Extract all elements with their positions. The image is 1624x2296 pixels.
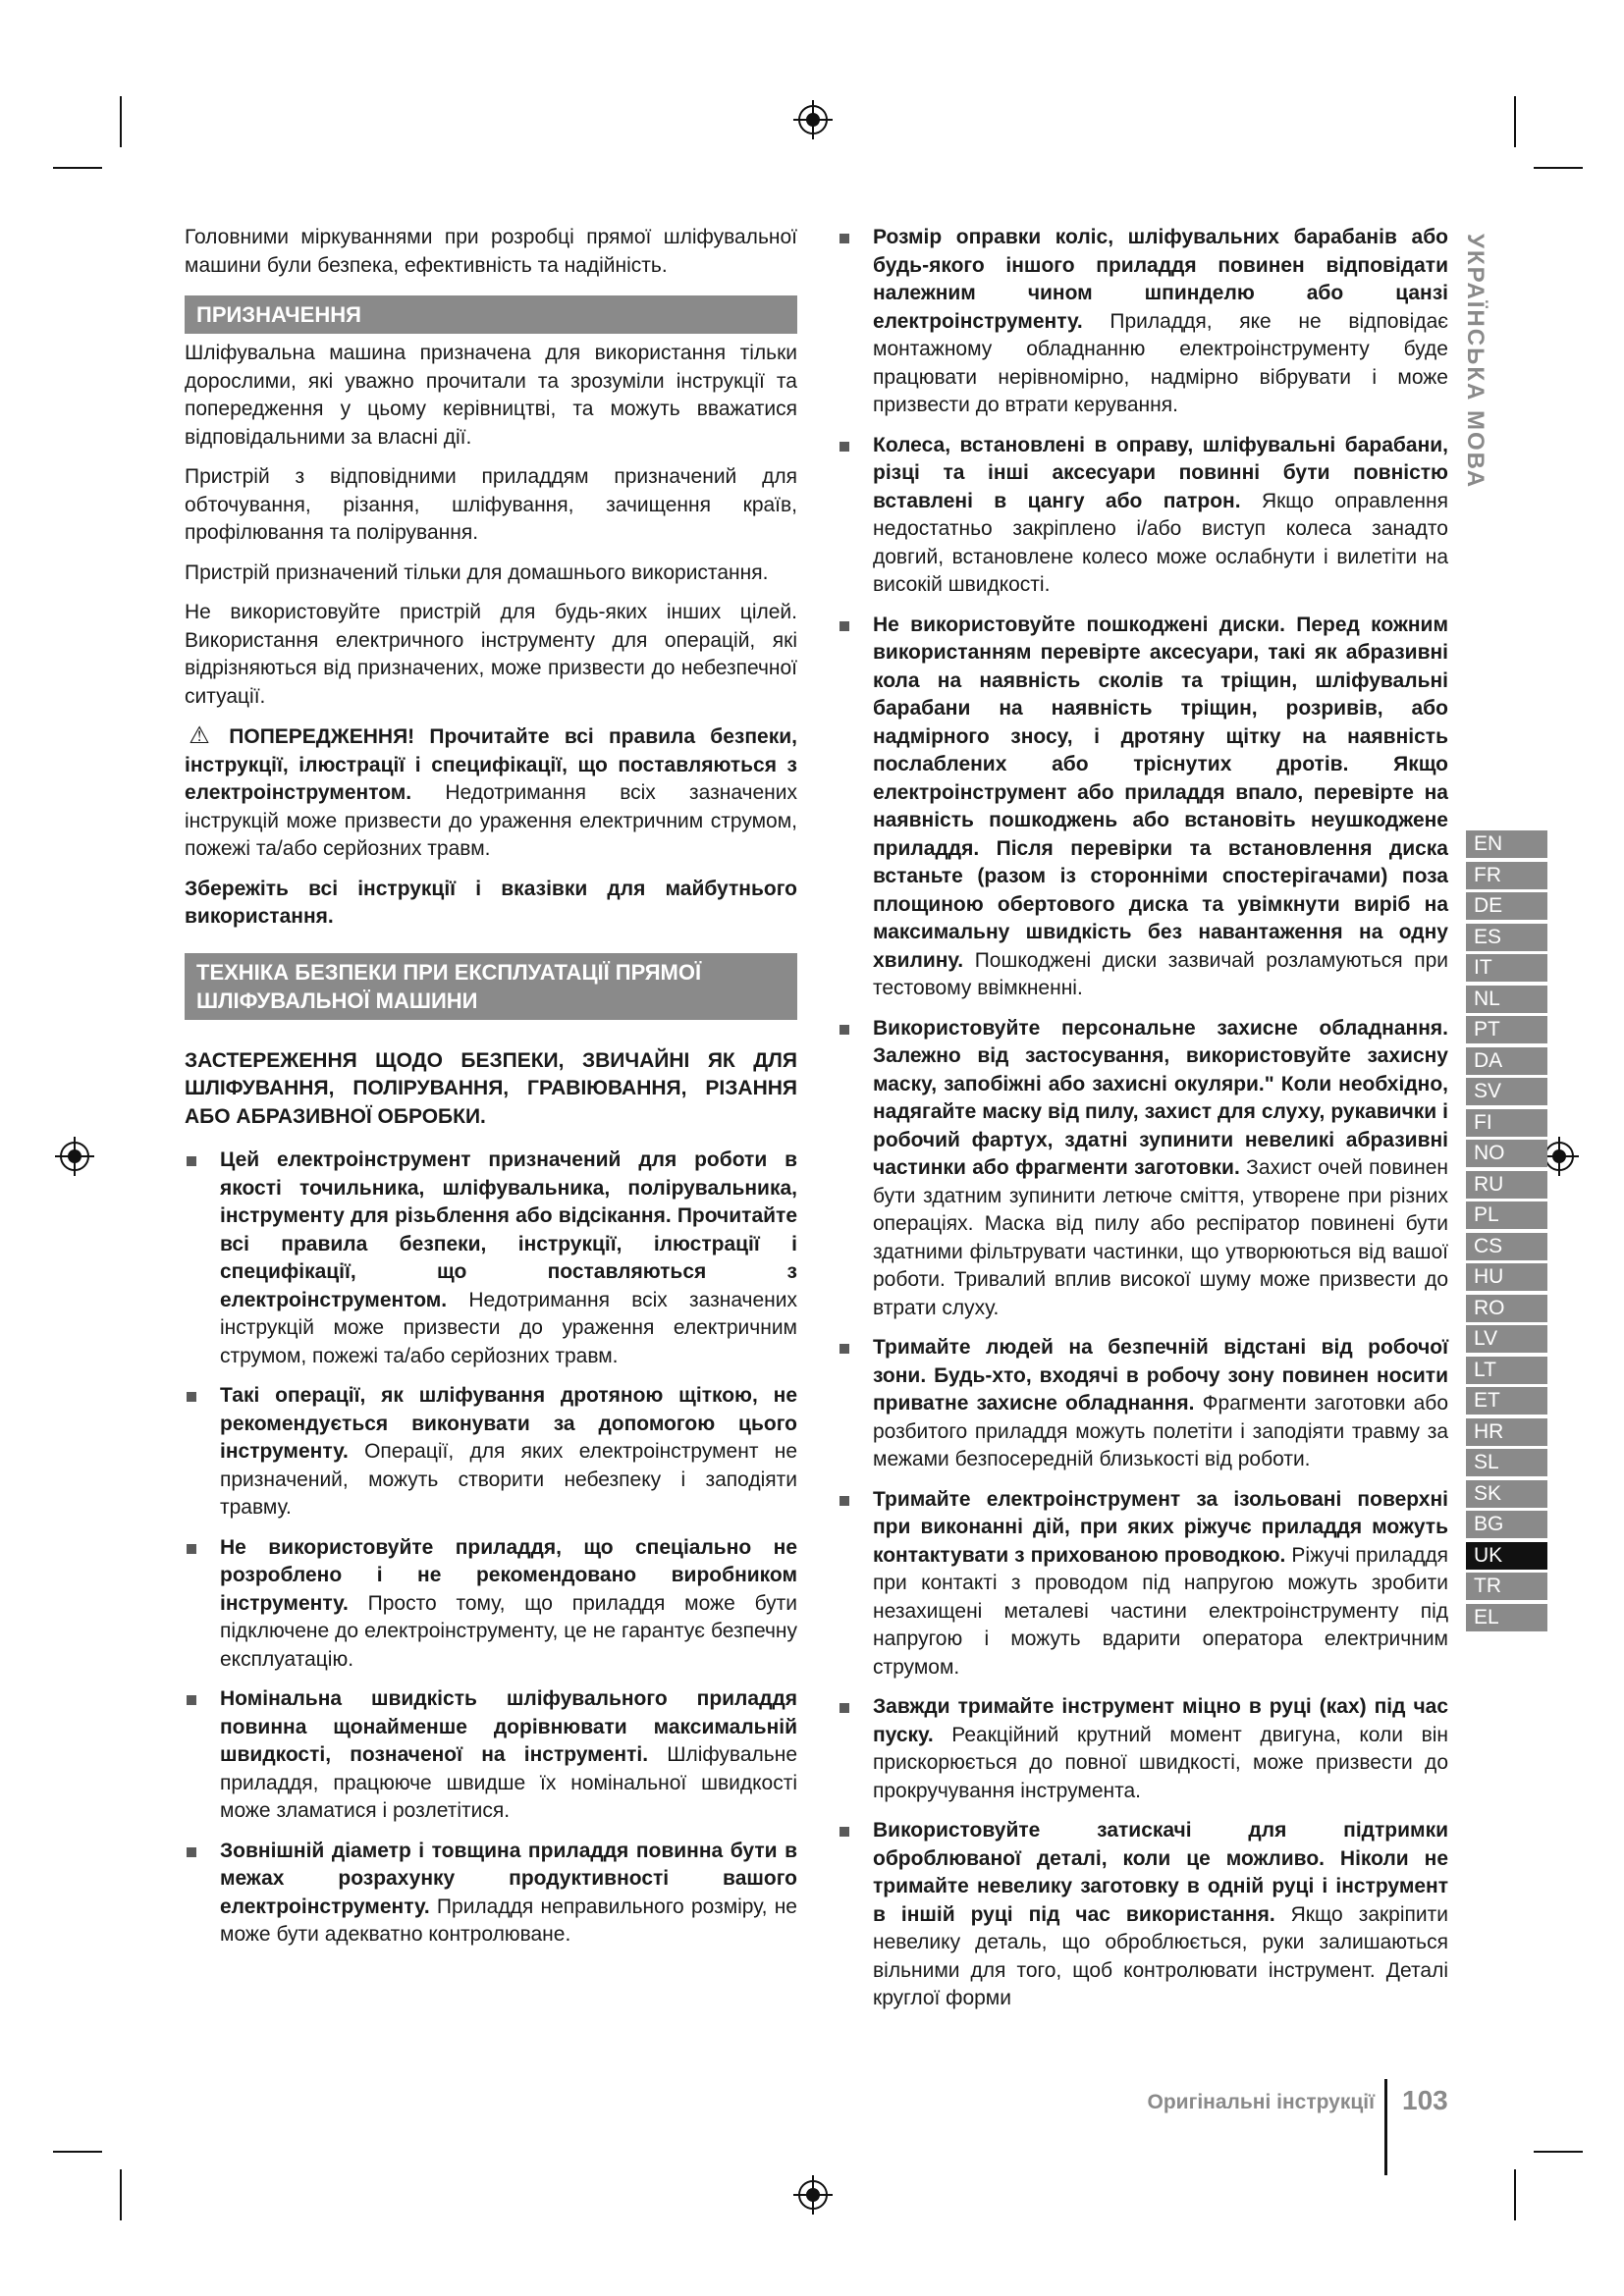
bullet-text: Шліфувальне приладдя, працююче швидше їх номінальної швидкості може зламатися і розлетітися. — [220, 1743, 797, 1822]
bullet-text: Приладдя неправильного розміру, не може бути адекватно контролюване. — [220, 1895, 797, 1946]
language-tab-de[interactable]: DE — [1466, 892, 1547, 920]
language-tab-ro[interactable]: RO — [1466, 1295, 1547, 1322]
registration-mark-icon — [793, 100, 833, 139]
language-tab-bg[interactable]: BG — [1466, 1511, 1547, 1538]
language-tab-hu[interactable]: HU — [1466, 1263, 1547, 1291]
save-instructions-text: Збережіть всі інструкції і вказівки для майбутнього використання. — [185, 877, 797, 928]
language-tab-lv[interactable]: LV — [1466, 1325, 1547, 1353]
paragraph: Не використовуйте пристрій для будь-яких інших цілей. Використання електричного інструменту для операцій, які відрізняються від призначених, може призвести до небезпечної ситуації. — [185, 601, 797, 708]
language-tab-hr[interactable]: HR — [1466, 1418, 1547, 1446]
list-item — [838, 612, 1448, 1003]
page-number: 103 — [1402, 2085, 1448, 2115]
language-tab-it[interactable]: IT — [1466, 954, 1547, 982]
bullet-text: Операції, для яких електроінструмент не призначений, можуть створити небезпеку і заподіяти травму. — [220, 1440, 797, 1519]
list-item — [185, 1534, 797, 1675]
right-bullet-list — [838, 224, 1448, 2013]
right-column — [838, 224, 1448, 2025]
list-item — [838, 1693, 1448, 1805]
crop-mark — [53, 167, 102, 169]
list-item — [838, 1817, 1448, 2013]
list-item — [185, 1838, 797, 1949]
language-tab-da[interactable]: DA — [1466, 1047, 1547, 1075]
paragraph: Пристрій з відповідними приладдям призначений для обточування, різання, шліфування, зачищення країв, профілювання та полірування. — [185, 465, 797, 544]
bullet-bold: Використовуйте персональне захисне обладнання. Залежно від застосування, використовуйте захисну маску, запобіжні або захисні окуляри." Коли необхідно, надягайте маску від пилу, захист для слуху, рукавички і робочий фартух, здатні зупинити невеликі абразивні частинки або фрагменти заготовки. — [873, 1016, 1448, 1179]
registration-mark-icon — [793, 2175, 833, 2215]
list-item — [838, 432, 1448, 600]
language-tab-tr[interactable]: TR — [1466, 1573, 1547, 1600]
language-tab-sl[interactable]: SL — [1466, 1449, 1547, 1476]
bullet-bold: Розмір оправки коліс, шліфувальних барабанів або будь-якого іншого приладдя повинен відповідати належним чином шпинделю або цанзі електроінструменту. — [873, 226, 1448, 333]
footer-text: Оригінальні інструкції — [1147, 2091, 1375, 2113]
list-item — [838, 1015, 1448, 1323]
paragraph: Пристрій призначений тільки для домашнього використання. — [185, 561, 769, 584]
crop-mark — [1534, 2151, 1583, 2153]
list-item — [185, 1685, 797, 1826]
bullet-text: Приладдя, яке не відповідає монтажному обладнанню електроінструменту буде працювати нерівномірно, надмірно вібрувати і може призвести до втрати керування. — [873, 309, 1448, 416]
crop-mark — [1534, 167, 1583, 169]
bullet-bold: Такі операції, як шліфування дротяною щіткою, не рекомендується виконувати за допомогою цього інструменту. — [220, 1384, 797, 1463]
language-tab-sv[interactable]: SV — [1466, 1078, 1547, 1105]
left-bullet-list — [185, 1147, 797, 1949]
warning-triangle-icon: ⚠ — [189, 722, 210, 749]
warning-paragraph — [185, 722, 797, 864]
bullet-text: Недотримання всіх зазначених інструкцій може призвести до ураження електричним струмом, пожежі та/або серйозних травм. — [220, 1288, 797, 1367]
bullet-bold: Колеса, встановлені в оправу, шліфувальні барабани, різці та інші аксесуари повинні бути повністю вставлені в цангу або патрон. — [873, 433, 1448, 512]
language-tab-pt[interactable]: PT — [1466, 1016, 1547, 1043]
bullet-bold: Не використовуйте пошкоджені диски. Перед кожним використанням перевірте аксесуари, такі як абразивні кола на наявність сколів та тріщин, шліфувальні барабани на наявність тріщин, розривів, або надмірного зносу, і дротяну щітку на наявність послаблених або тріснутих дротів. Якщо електроінструмент або приладдя впало, перевірте на наявність пошкоджень або встановіть неушкоджене приладдя. Після перевірки та встановлення диска встаньте (разом із сторонніми спостерігачами) поза площиною обертового диска та увімкнути виріб на максимальну швидкість без навантаження на одну хвилину. — [873, 613, 1448, 972]
language-tab-no[interactable]: NO — [1466, 1140, 1547, 1167]
language-tab-et[interactable]: ET — [1466, 1387, 1547, 1415]
warning-text: Недотримання всіх зазначених інструкцій може призвести до ураження електричним струмом, пожежі та/або серйозних травм. — [185, 781, 797, 860]
bullet-text: Якщо оправлення недостатньо закріплено і/або виступ колеса занадто довгий, встановлене колесо може ослабнути і вилетіти на високій швидкості. — [873, 489, 1448, 596]
registration-mark-icon — [55, 1137, 94, 1176]
list-item — [838, 1486, 1448, 1682]
bullet-text: Якщо закріпити невелику деталь, що оброблюється, руки залишаються вільними для того, щоб контролювати інструмент. Деталі круглої форми — [873, 1902, 1448, 2009]
footer-separator — [1384, 2079, 1387, 2175]
bullet-text: Просто тому, що приладдя може бути підключене до електроінструменту, це не гарантує безпечну експлуатацію. — [220, 1591, 797, 1671]
crop-mark — [53, 2151, 102, 2153]
crop-mark — [1514, 96, 1516, 147]
bullet-text: Фрагменти заготовки або розбитого приладдя можуть полетіти і заподіяти травму за межами безпосередній близькості від роботи. — [873, 1392, 1449, 1470]
bullet-bold: Тримайте електроінструмент за ізольовані поверхні при виконанні дій, при яких ріжучє приладдя можуть контактувати з прихованою проводкою. — [873, 1487, 1448, 1567]
language-tab-es[interactable]: ES — [1466, 924, 1547, 951]
language-tab-fi[interactable]: FI — [1466, 1109, 1547, 1137]
bullet-text: Ріжучі приладдя при контакті з проводом під напругою можуть зробити незахищені металеві частини електроінструменту під напругою і можуть вдарити оператора електричним струмом. — [873, 1543, 1448, 1679]
language-tab-nl[interactable]: NL — [1466, 986, 1547, 1013]
crop-mark — [120, 96, 122, 147]
bullet-bold: Тримайте людей на безпечній відстані від робочої зони. Будь-хто, входячі в робочу зону повинен носити приватне захисне обладнання. — [873, 1336, 1448, 1415]
bullet-text: Пошкоджені диски зазвичай розламуються при тестовому ввімкненні. — [873, 948, 1448, 999]
section-title-safety: ТЕХНІКА БЕЗПЕКИ ПРИ ЕКСПЛУАТАЦІЇ ПРЯМОЇ ШЛІФУВАЛЬНОЇ МАШИНИ — [185, 953, 797, 1020]
language-tab-list — [1466, 830, 1547, 1634]
list-item — [185, 1382, 797, 1522]
side-language-label: УКРАЇНСЬКА МОВА — [1462, 234, 1489, 490]
language-tab-fr[interactable]: FR — [1466, 862, 1547, 889]
crop-mark — [1514, 2169, 1516, 2220]
bullet-bold: Номінальна швидкість шліфувального приладдя повинна щонайменше дорівнювати максимальній швидкості, позначеної на інструменті. — [220, 1687, 797, 1766]
language-tab-en[interactable]: EN — [1466, 830, 1547, 858]
bullet-bold: Цей електроінструмент призначений для роботи в якості точильника, шліфувальника, полірувальника, інструменту для різьблення або відсікання. Прочитайте всі правила безпеки, інструкції, ілюстрації і специфікації, що поставляються з електроінструментом. — [220, 1148, 797, 1311]
language-tab-uk[interactable]: UK — [1466, 1542, 1547, 1570]
bullet-text: Реакційний крутний момент двигуна, коли він прискорюється до повної швидкості, може призвести до прокручування інструмента. — [873, 1723, 1448, 1802]
list-item — [838, 1334, 1448, 1474]
paragraph: Шліфувальна машина призначена для використання тільки дорослими, які уважно прочитали та зрозуміли інструкції та попередження у цьому керівництві, та можуть вважатися відповідальними за власні дії. — [185, 342, 797, 449]
language-tab-pl[interactable]: PL — [1466, 1201, 1547, 1229]
caps-heading: ЗАСТЕРЕЖЕННЯ ЩОДО БЕЗПЕКИ, ЗВИЧАЙНІ ЯК ДЛЯ ШЛІФУВАННЯ, ПОЛІРУВАННЯ, ГРАВІЮВАННЯ, РІЗАННЯ АБО АБРАЗИВНОЇ ОБРОБКИ. — [185, 1048, 797, 1128]
section-title-purpose: ПРИЗНАЧЕННЯ — [185, 295, 797, 334]
bullet-bold: Зовнішній діаметр і товщина приладдя повинна бути в межах розрахунку продуктивності вашого електроінструменту. — [220, 1839, 797, 1918]
language-tab-ru[interactable]: RU — [1466, 1171, 1547, 1199]
bullet-bold: Не використовуйте приладдя, що спеціально не розроблено і не рекомендовано виробником інструменту. — [220, 1535, 797, 1615]
language-tab-lt[interactable]: LT — [1466, 1357, 1547, 1384]
bullet-text: Захист очей повинен бути здатним зупинити летюче сміття, утворене при різних операціях. Маска від пилу або респіратор повинені бути здатними фільтрувати частинки, що утворюються від вашої роботи. Тривалий вплив високої шуму може призвести до втрати слуху. — [873, 1156, 1448, 1319]
bullet-bold: Завжди тримайте інструмент міцно в руці (ках) під час пуску. — [873, 1695, 1448, 1746]
list-item — [838, 224, 1448, 420]
list-item — [185, 1147, 797, 1370]
bullet-bold: Використовуйте затискачі для підтримки оброблюваної деталі, коли це можливо. Ніколи не тримайте невелику заготовку в одній руці і інструмент в іншій руці під час використання. — [873, 1819, 1448, 1926]
save-instructions — [185, 876, 797, 932]
language-tab-el[interactable]: EL — [1466, 1604, 1547, 1631]
left-column — [185, 224, 797, 1961]
intro-paragraph: Головними міркуваннями при розробці прямої шліфувальної машини були безпека, ефективність та надійність. — [185, 226, 797, 277]
language-tab-cs[interactable]: CS — [1466, 1233, 1547, 1260]
warning-bold: ПОПЕРЕДЖЕННЯ! Прочитайте всі правила безпеки, інструкції, ілюстрації і специфікації, що поставляються з електроінструментом. — [185, 725, 797, 804]
crop-mark — [120, 2169, 122, 2220]
language-tab-sk[interactable]: SK — [1466, 1480, 1547, 1508]
